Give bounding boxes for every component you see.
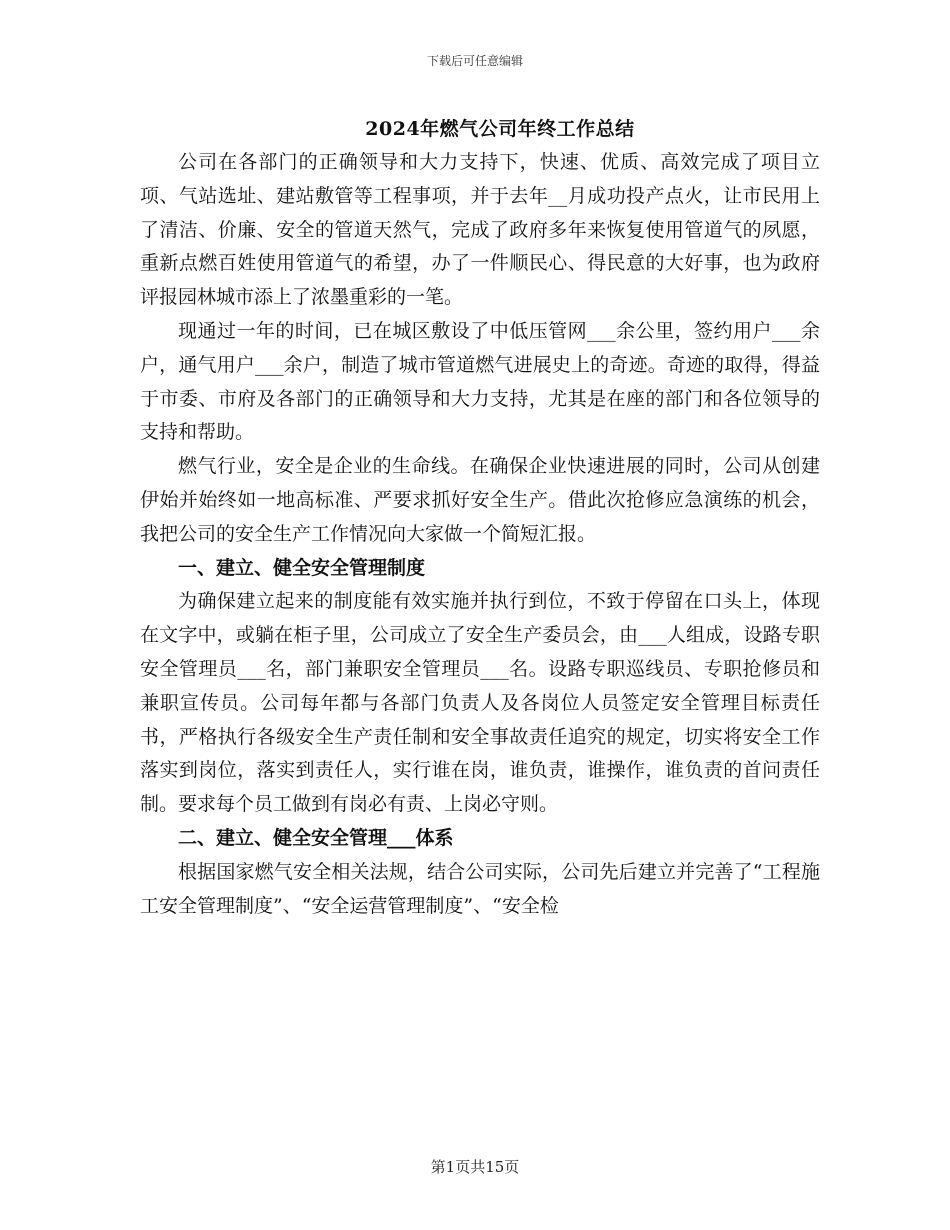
section-heading-1: 一、建立、健全安全管理制度 xyxy=(178,556,426,579)
paragraph-intro: 公司在各部门的正确领导和大力支持下，快速、优质、高效完成了项目立项、气站选址、建站敷管等工程事项，并于去年__月成功投产点火，让市民用上了清洁、价廉、安全的管道天然气，完成了政府多年来恢复使用管道气的夙愿，重新点燃百姓使用管道气的希望，办了一件顺民心、得民意的大好事，也为政府评报园林城市添上了浓墨重彩的一笔。 xyxy=(140,151,820,309)
document-body xyxy=(140,146,820,923)
section-heading-2: 二、建立、健全安全管理___体系 xyxy=(178,826,454,849)
paragraph-safety-system: 为确保建立起来的制度能有效实施并执行到位，不致于停留在口头上，体现在文字中，或躺在柜子里，公司成立了安全生产委员会，由___人组成，设路专职安全管理员___名，部门兼职安全管理员___名。设路专职巡线员、专职抢修员和兼职宣传员。公司每年都与各部门负责人及各岗位人员签定安全管理目标责任书，严格执行各级安全生产责任制和安全事故责任追究的规定，切实将安全工作落实到岗位，落实到责任人，实行谁在岗，谁负责，谁操作，谁负责的首问责任制。要求每个员工做到有岗必有责、上岗必守则。 xyxy=(140,590,820,816)
paragraph-safety-intro: 燃气行业，安全是企业的生命线。在确保企业快速进展的同时，公司从创建伊始并始终如一地高标准、严要求抓好安全生产。借此次抢修应急演练的机会，我把公司的安全生产工作情况向大家做一个简短汇报。 xyxy=(140,455,820,545)
document-title: 2024年燃气公司年终工作总结 xyxy=(365,118,635,140)
page-footer: 第1页共15页 xyxy=(430,1158,520,1176)
page-header-note: 下载后可任意编辑 xyxy=(426,54,523,68)
paragraph-regulations: 根据国家燃气安全相关法规，结合公司实际，公司先后建立并完善了“工程施工安全管理制度”、“安全运营管理制度”、“安全检 xyxy=(140,860,820,917)
paragraph-achievements: 现通过一年的时间，已在城区敷设了中低压管网___余公里，签约用户___余户，通气用户___余户，制造了城市管道燃气进展史上的奇迹。奇迹的取得，得益于市委、市府及各部门的正确领导和大力支持，尤其是在座的部门和各位领导的支持和帮助。 xyxy=(140,319,820,444)
